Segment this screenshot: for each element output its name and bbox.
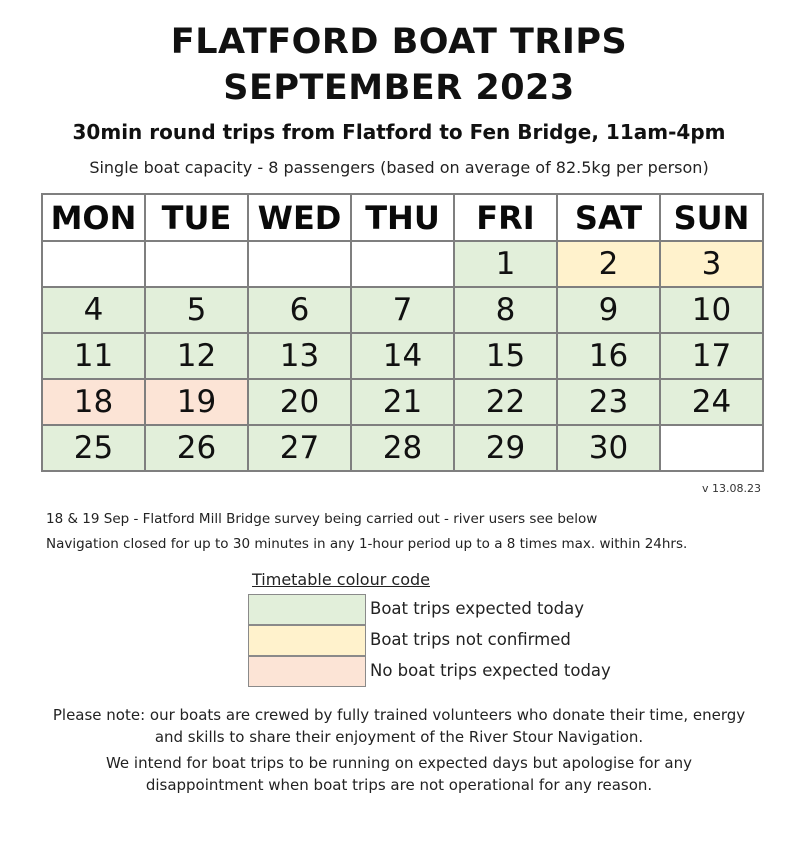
capacity-note: Single boat capacity - 8 passengers (based on average of 82.5kg per person) <box>89 158 709 177</box>
calendar-day-cell: 23 <box>557 379 660 425</box>
legend-label: No boat trips expected today <box>370 661 611 680</box>
day-header-thu: THU <box>351 194 454 241</box>
footer-line: We intend for boat trips to be running on expected days but apologise for any <box>105 754 693 772</box>
day-header-sun: SUN <box>660 194 763 241</box>
calendar-day-cell: 18 <box>42 379 145 425</box>
calendar-empty-cell <box>248 241 351 287</box>
calendar-header-row <box>42 194 763 241</box>
calendar-day-cell: 15 <box>454 333 557 379</box>
calendar-week-row <box>42 425 763 471</box>
legend-swatch-red <box>248 656 366 687</box>
calendar-table <box>41 193 764 472</box>
calendar-day-cell: 30 <box>557 425 660 471</box>
legend-swatch-green <box>248 594 366 625</box>
calendar-empty-cell <box>660 425 763 471</box>
calendar-day-cell: 22 <box>454 379 557 425</box>
calendar-day-cell: 12 <box>145 333 248 379</box>
calendar-empty-cell <box>145 241 248 287</box>
legend-item <box>248 656 648 687</box>
calendar-day-cell: 13 <box>248 333 351 379</box>
legend-item <box>248 594 648 625</box>
footer-line: Please note: our boats are crewed by fully trained volunteers who donate their time, energy <box>52 706 746 724</box>
calendar-day-cell: 19 <box>145 379 248 425</box>
calendar-day-cell: 21 <box>351 379 454 425</box>
calendar-day-cell: 1 <box>454 241 557 287</box>
calendar-week-row <box>42 379 763 425</box>
calendar-day-cell: 4 <box>42 287 145 333</box>
calendar-day-cell: 11 <box>42 333 145 379</box>
day-header-sat: SAT <box>557 194 660 241</box>
calendar-day-cell: 14 <box>351 333 454 379</box>
legend-swatch-yellow <box>248 625 366 656</box>
calendar-empty-cell <box>351 241 454 287</box>
legend-label: Boat trips not confirmed <box>370 630 571 649</box>
day-header-wed: WED <box>248 194 351 241</box>
survey-note: 18 & 19 Sep - Flatford Mill Bridge survey being carried out - river users see below <box>46 511 598 527</box>
calendar-day-cell: 20 <box>248 379 351 425</box>
calendar-day-cell: 28 <box>351 425 454 471</box>
page-title: FLATFORD BOAT TRIPS <box>170 22 628 62</box>
page-subtitle-month: SEPTEMBER 2023 <box>223 68 575 108</box>
day-header-mon: MON <box>42 194 145 241</box>
trip-description: 30min round trips from Flatford to Fen Bridge, 11am-4pm <box>72 120 726 144</box>
calendar-day-cell: 10 <box>660 287 763 333</box>
calendar-body <box>42 241 763 471</box>
legend-title: Timetable colour code <box>252 570 430 589</box>
legend-item <box>248 625 648 656</box>
day-header-fri: FRI <box>454 194 557 241</box>
calendar-empty-cell <box>42 241 145 287</box>
day-header-tue: TUE <box>145 194 248 241</box>
calendar-day-cell: 25 <box>42 425 145 471</box>
navigation-note: Navigation closed for up to 30 minutes in any 1-hour period up to a 8 times max. within 24hrs. <box>46 536 688 552</box>
version-label: v 13.08.23 <box>702 482 761 495</box>
calendar-day-cell: 7 <box>351 287 454 333</box>
calendar-week-row <box>42 287 763 333</box>
calendar-day-cell: 17 <box>660 333 763 379</box>
calendar-day-cell: 16 <box>557 333 660 379</box>
calendar-day-cell: 9 <box>557 287 660 333</box>
calendar-day-cell: 2 <box>557 241 660 287</box>
calendar-week-row <box>42 333 763 379</box>
calendar-week-row <box>42 241 763 287</box>
footer-line: and skills to share their enjoyment of the River Stour Navigation. <box>154 728 644 746</box>
calendar-day-cell: 27 <box>248 425 351 471</box>
calendar-day-cell: 5 <box>145 287 248 333</box>
calendar-day-cell: 29 <box>454 425 557 471</box>
calendar-day-cell: 24 <box>660 379 763 425</box>
calendar-day-cell: 26 <box>145 425 248 471</box>
calendar-day-cell: 6 <box>248 287 351 333</box>
calendar-day-cell: 8 <box>454 287 557 333</box>
legend-label: Boat trips expected today <box>370 599 584 618</box>
calendar-day-cell: 3 <box>660 241 763 287</box>
footer-line: disappointment when boat trips are not operational for any reason. <box>145 776 653 794</box>
